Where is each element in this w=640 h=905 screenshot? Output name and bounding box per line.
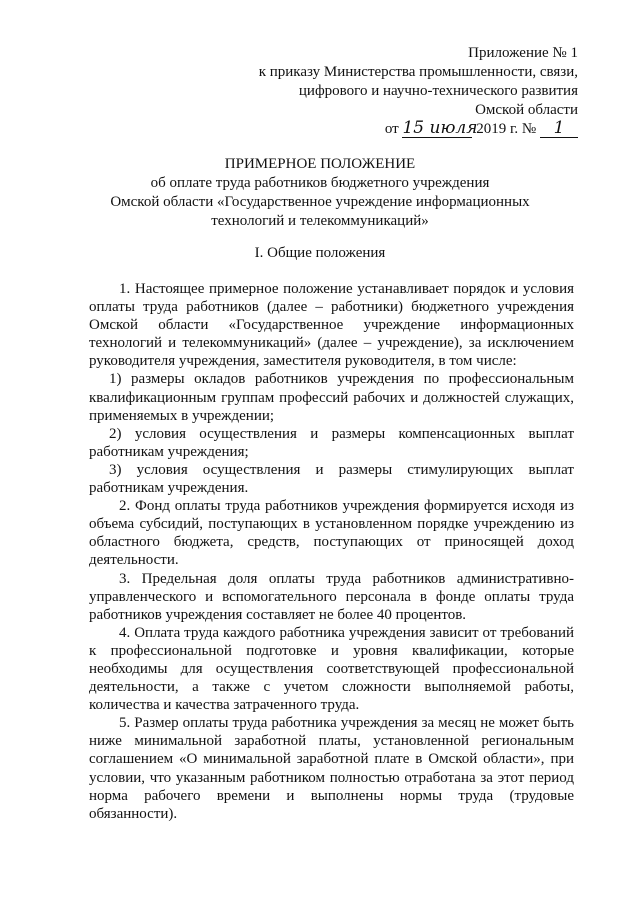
region-name: Омской области	[475, 102, 578, 118]
appendix-number: Приложение № 1	[468, 45, 578, 61]
document-body	[89, 280, 574, 823]
appendix-header	[259, 44, 578, 139]
ministry-name: цифрового и научно-технического развития	[298, 83, 578, 99]
title-line-1: ПРИМЕРНОЕ ПОЛОЖЕНИЕ	[224, 156, 416, 172]
order-year: 2019 г. №	[476, 121, 537, 137]
date-prefix: от	[384, 121, 399, 137]
handwritten-date: 15 июля	[402, 118, 478, 138]
paragraph: 3. Предельная доля оплаты труда работников административно-управленческого и вспомогательного персонала в фонде оплаты труда работников учреждения составляет не более 40 процентов.	[89, 570, 574, 623]
paragraph: 2. Фонд оплаты труда работников учреждения формируется исходя из объема субсидий, поступающих в установленном порядке учреждению из областного бюджета, средств, поступающих от приносящей доход деятельности.	[89, 498, 574, 569]
section-heading: I. Общие положения	[254, 245, 386, 261]
order-date-line	[259, 120, 578, 139]
paragraph: 4. Оплата труда каждого работника учреждения зависит от требований к профессиональной подготовке и уровня квалификации, которые необходимы для осуществления соответствующей профессиональной деятельности, а также с учетом сложности выполняемой работы, количества и качества затраченного труда.	[89, 624, 574, 714]
list-item: 2) условия осуществления и размеры компенсационных выплат работникам учреждения;	[89, 425, 574, 460]
title-line-4: технологий и телекоммуникаций»	[211, 213, 429, 229]
list-item: 3) условия осуществления и размеры стимулирующих выплат работникам учреждения.	[89, 461, 574, 497]
title-line-3: Омской области «Государственное учреждение информационных	[110, 194, 530, 210]
paragraph: 1. Настоящее примерное положение устанавливает порядок и условия оплаты труда работников (далее – работники) бюджетного учреждения Омской области «Государственное учреждение информационных технологий и телекоммуникаций» (далее – учреждение), за исключением руководителя учреждения, заместителя руководителя, в том числе:	[89, 281, 574, 370]
title-line-2: об оплате труда работников бюджетного учреждения	[150, 175, 490, 191]
handwritten-number: 1	[553, 118, 565, 138]
document-title	[100, 155, 540, 231]
paragraph: 5. Размер оплаты труда работника учреждения за месяц не может быть ниже минимальной заработной платы, установленной региональным соглашением «О минимальной заработной плате в Омской области», при условии, что указанным работником полностью отработана за этот период норма рабочего времени и выполнены нормы труда (трудовые обязанности).	[89, 715, 574, 822]
order-reference: к приказу Министерства промышленности, связи,	[258, 64, 578, 80]
list-item: 1) размеры окладов работников учреждения по профессиональным квалификационным группам профессий рабочих и должностей служащих, применяемых в учреждении;	[89, 371, 574, 424]
